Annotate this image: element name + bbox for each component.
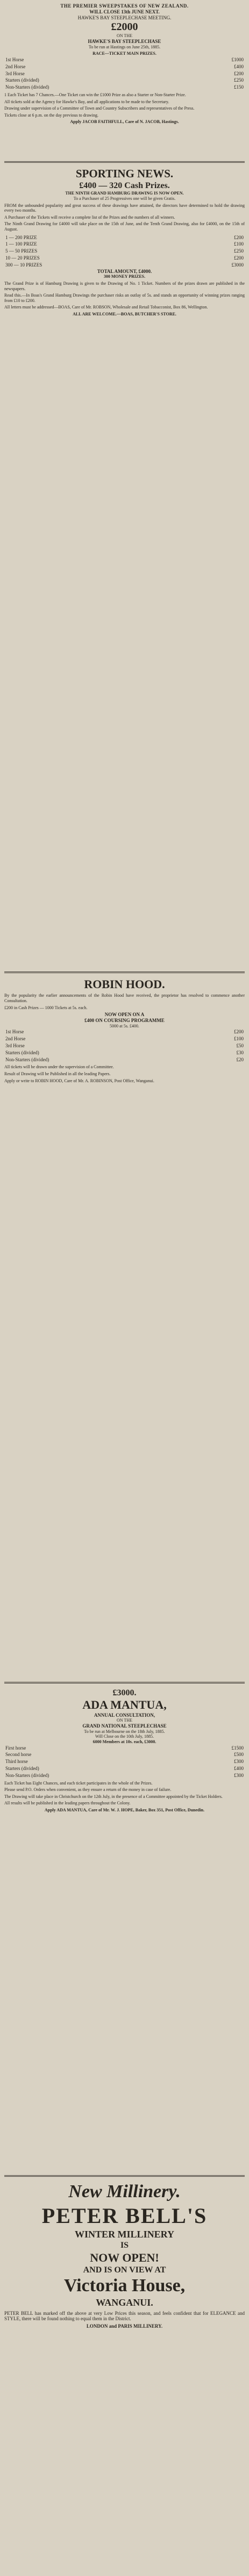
body-para: All letters must be addressed—BOAS, Care of Mr. ROBSON, Wholesale and Retail Tobacconist, Box 86, Wellington.	[4, 305, 208, 310]
body-para: Read this.—In Boas's Grand Hamburg Drawings the purchaser risks an outlay of 5s. and stands an opportunity of winning prizes ranging from £10 to £200.	[4, 293, 245, 303]
body-para: £200 in Cash Prizes — 1000 Tickets at 5s. each.	[4, 1005, 88, 1010]
body-para: Apply or write to ROBIN HOOD, Care of Mr. A. ROBINSON, Post Office, Wanganui.	[4, 1078, 154, 1083]
table-row: 1st Horse £1000	[5, 56, 244, 62]
table-row: 1st Horse £200	[5, 1029, 244, 1035]
race-date: To be run at Hastings on June 25th, 1885.	[88, 44, 161, 49]
table-row: Non-Starters (divided) £150	[5, 84, 244, 90]
sporting-news-advert	[4, 157, 245, 316]
body-para: The Drawing will take place in Christchurch on the 12th July, in the presence of a Committee appointed by the Ticket Holders.	[4, 1794, 223, 1799]
agent-line: Apply JACOB FAITHFULL, Care of N. JACOB, Hastings.	[70, 119, 179, 125]
table-row: Starters (divided) £30	[5, 1049, 244, 1055]
table-row: 1 — 100 PRIZE £100	[5, 241, 244, 247]
table-row: Starters (divided) £400	[5, 1765, 244, 1771]
divider	[4, 1682, 245, 1683]
steeplechase-advert	[4, 3, 245, 125]
tickets-header: RACE—TICKET MAIN PRIZES.	[93, 51, 156, 56]
table-row: Starters (divided) £250	[5, 77, 244, 83]
on-line: ON THE	[117, 33, 132, 39]
race-line: £400 ON COURSING PROGRAMME	[84, 1017, 165, 1023]
town-line: WANGANUI.	[96, 2297, 153, 2308]
prize-table	[4, 1028, 245, 1063]
table-row: 3rd Horse £200	[5, 70, 244, 76]
body-para: All tickets will be drawn under the supervision of a Committee.	[4, 1064, 114, 1070]
is-line: IS	[120, 2241, 129, 2250]
new-millinery-title: New Millinery.	[68, 2182, 181, 2201]
table-row: Second horse £500	[5, 1752, 244, 1758]
table-row: 5 — 50 PRIZES £250	[5, 248, 244, 254]
now-open-line: NOW OPEN ON A	[104, 1012, 145, 1018]
victoria-house-line: Victoria House,	[63, 2276, 186, 2296]
table-row: 1 — 200 PRIZE £200	[5, 234, 244, 240]
tickets-line: 6000 Members at 10s. each, £3000.	[93, 1739, 156, 1744]
divider	[4, 161, 245, 163]
winter-millinery-line: WINTER MILLINERY	[75, 2228, 174, 2240]
cash-prizes-line: £400 — 320 Cash Prizes.	[79, 181, 170, 191]
race-name: HAWKE'S BAY STEEPLECHASE	[88, 38, 161, 44]
drawing-open: THE NINTH GRAND HAMBURG DRAWING IS NOW OPEN.	[65, 191, 184, 196]
body-para: Tickets close at 6 p.m. on the day previous to drawing.	[4, 112, 99, 118]
prize-table	[4, 234, 245, 269]
body-para: Drawing under supervision of a Committee of Town and Country Subscribers and representatives of the Press.	[4, 106, 195, 111]
millinery-advert	[4, 2171, 245, 2329]
table-row: Third horse £300	[5, 1759, 244, 1765]
total-line: TOTAL AMOUNT, £4000.	[97, 268, 152, 274]
body-para: FROM the unbounded popularity and great success of these drawings have attained, the directors have determined to hold the drawing every two months.	[4, 203, 245, 213]
close-line: Will Close on the 10th July, 1885.	[95, 1734, 154, 1739]
body-para: Each Ticket has Eight Chances, and each ticket participates in the whole of the Prizes.	[4, 1780, 153, 1786]
shop-owner-name: PETER BELL'S	[41, 2203, 208, 2228]
ada-amount: £3000.	[112, 1688, 137, 1697]
london-paris-line: LONDON and PARIS MILLINERY.	[86, 2323, 163, 2329]
body-para: Result of Drawing will be Published in all the leading Papers.	[4, 1071, 111, 1076]
table-row: 2nd Horse £400	[5, 63, 244, 69]
body-para: The Grand Prize is of Hamburg Drawing is given to the Drawing of No. 1 Ticket. Numbers of the prizes drawn are published in the newspapers.	[4, 280, 245, 291]
ticket-sub: 5000 at 5s. £400.	[110, 1023, 139, 1028]
race-date: To be run at Melbourne on the 18th July, 1885.	[84, 1729, 165, 1734]
ada-mantua-title: ADA MANTUA,	[82, 1698, 167, 1712]
offer-line: To a Purchaser of 25 Progressives one will be given Gratis.	[73, 196, 176, 201]
table-row: 2nd Horse £100	[5, 1036, 244, 1042]
divider	[4, 2175, 245, 2177]
body-para: All tickets sold at the Agency for Hawke's Bay, and all applications to be made to the Secretary.	[4, 99, 169, 104]
on-line: ON THE	[117, 1718, 132, 1723]
footer-line: ALL ARE WELCOME.—BOAS, BUTCHER'S STORE.	[73, 311, 176, 316]
prize-table	[4, 56, 245, 91]
table-row: Non-Starters (divided) £300	[5, 1772, 244, 1778]
table-row: 10 — 20 PRIZES £200	[5, 255, 244, 261]
robin-hood-advert	[4, 967, 245, 1085]
body-para: Please send P.O. Orders when convenient, as they ensure a return of the money in case of failure.	[4, 1787, 172, 1793]
on-view-line: AND IS ON VIEW AT	[83, 2265, 166, 2275]
money-prizes-line: 300 MONEY PRIZES.	[103, 274, 146, 279]
table-row: Non-Starters (divided) £20	[5, 1056, 244, 1062]
body-para: PETER BELL has marked off the above at very Low Prices this season, and feels confident that for ELEGANCE and STYLE, there will be found nothing to equal them in the District.	[4, 2310, 245, 2322]
race-name: GRAND NATIONAL STEEPLECHASE	[82, 1723, 167, 1729]
close-notice: WILL CLOSE 13th JUNE NEXT.	[89, 9, 160, 15]
table-row: 300 — 10 PRIZES £3000	[5, 262, 244, 268]
body-para: All results will be published in the leading papers throughout the Colony.	[4, 1801, 131, 1806]
divider	[4, 972, 245, 973]
prize-table	[4, 1745, 245, 1779]
body-para: The Ninth Grand Drawing for £4000 will take place on the 15th of June, and the Tenth Grand Drawing, also for £4000, on the 15th of August.	[4, 221, 245, 232]
meeting-name: HAWKE'S BAY STEEPLECHASE MEETING.	[77, 15, 172, 20]
now-open-line: NOW OPEN!	[90, 2250, 159, 2264]
table-row: 3rd Horse £50	[5, 1042, 244, 1048]
body-para: 1 Each Ticket has 7 Chances.—One Ticket can win the £1000 Prize as also a Starter or Non-Starter Prize.	[4, 92, 186, 97]
sporting-news-title: SPORTING NEWS.	[75, 167, 174, 180]
consultation-line: ANNUAL CONSULTATION,	[94, 1712, 155, 1718]
robin-hood-title: ROBIN HOOD.	[84, 977, 165, 991]
body-para: A Purchaser of the Tickets will receive a complete list of the Prizes and the numbers of all winners.	[4, 214, 175, 220]
table-row: First horse £1500	[5, 1745, 244, 1751]
kicker: THE PREMIER SWEEPSTAKES OF NEW ZEALAND.	[60, 3, 189, 9]
prize-amount: £2000	[111, 21, 138, 33]
body-para: By the popularity the earlier announcements of the Robin Hood have received, the proprietor has resolved to commence another Consultation.	[4, 993, 245, 1003]
ada-mantua-advert	[4, 1678, 245, 1813]
agent-line: Apply ADA MANTUA, Care of Mr. W. J. HOPE, Baker, Box 351, Post Office, Dunedin.	[44, 1807, 205, 1812]
